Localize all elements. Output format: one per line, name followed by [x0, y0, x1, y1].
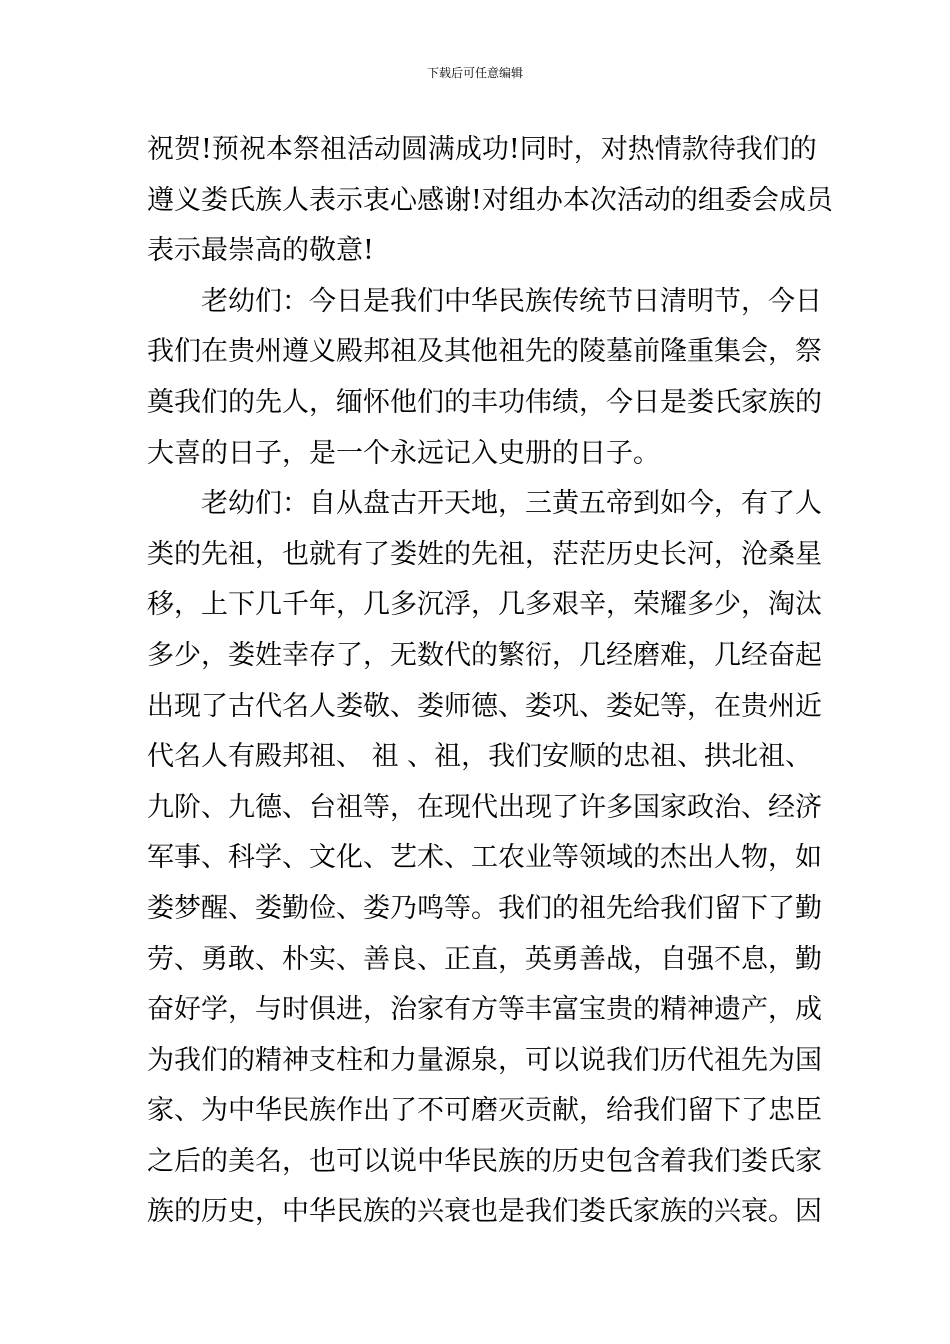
text-line: 娄梦醒、娄勤俭、娄乃鸣等。我们的祖先给我们留下了勤 — [147, 892, 822, 924]
text-line: 族的历史，中华民族的兴衰也是我们娄氏家族的兴衰。因 — [147, 1196, 822, 1228]
text-line: 奠我们的先人，缅怀他们的丰功伟绩，今日是娄氏家族的 — [147, 386, 822, 418]
text-line: 代名人有殿邦祖、 祖 、祖，我们安顺的忠祖、拱北祖、 — [147, 741, 813, 773]
text-line: 多少，娄姓幸存了，无数代的繁衍，几经磨难，几经奋起 — [147, 639, 822, 671]
text-line: 九阶、九德、台祖等，在现代出现了许多国家政治、经济 — [147, 791, 822, 823]
text-line: 之后的美名，也可以说中华民族的历史包含着我们娄氏家 — [147, 1145, 822, 1177]
text-line: 出现了古代名人娄敬、娄师德、娄巩、娄妃等，在贵州近 — [147, 690, 822, 722]
text-line: 老幼们：今日是我们中华民族传统节日清明节，今日 — [201, 285, 822, 317]
text-line: 大喜的日子，是一个永远记入史册的日子。 — [147, 437, 660, 469]
page-header: 下载后可任意编辑 — [426, 66, 523, 80]
text-line: 老幼们：自从盘古开天地，三黄五帝到如今，有了人 — [201, 488, 822, 520]
document-body — [147, 128, 833, 1241]
text-line: 祝贺!预祝本祭祖活动圆满成功!同时，对热情款待我们的 — [147, 134, 817, 165]
text-line: 为我们的精神支柱和力量源泉，可以说我们历代祖先为国 — [147, 1044, 822, 1076]
text-line: 我们在贵州遵义殿邦祖及其他祖先的陵墓前隆重集会，祭 — [147, 336, 822, 368]
text-line: 遵义娄氏族人表示衷心感谢!对组办本次活动的组委会成员 — [147, 184, 833, 216]
text-line: 类的先祖，也就有了娄姓的先祖，茫茫历史长河，沧桑星 — [147, 538, 822, 570]
text-line: 移，上下几千年，几多沉浮，几多艰辛，荣耀多少，淘汰 — [147, 589, 822, 621]
text-line: 劳、勇敢、朴实、善良、正直，英勇善战，自强不息，勤 — [147, 943, 822, 975]
text-line: 奋好学，与时俱进，治家有方等丰富宝贵的精神遗产，成 — [147, 994, 822, 1026]
text-line: 表示最崇高的敬意! — [147, 235, 374, 267]
text-line: 家、为中华民族作出了不可磨灭贡献，给我们留下了忠臣 — [147, 1095, 822, 1127]
text-line: 军事、科学、文化、艺术、工农业等领域的杰出人物，如 — [147, 842, 822, 874]
